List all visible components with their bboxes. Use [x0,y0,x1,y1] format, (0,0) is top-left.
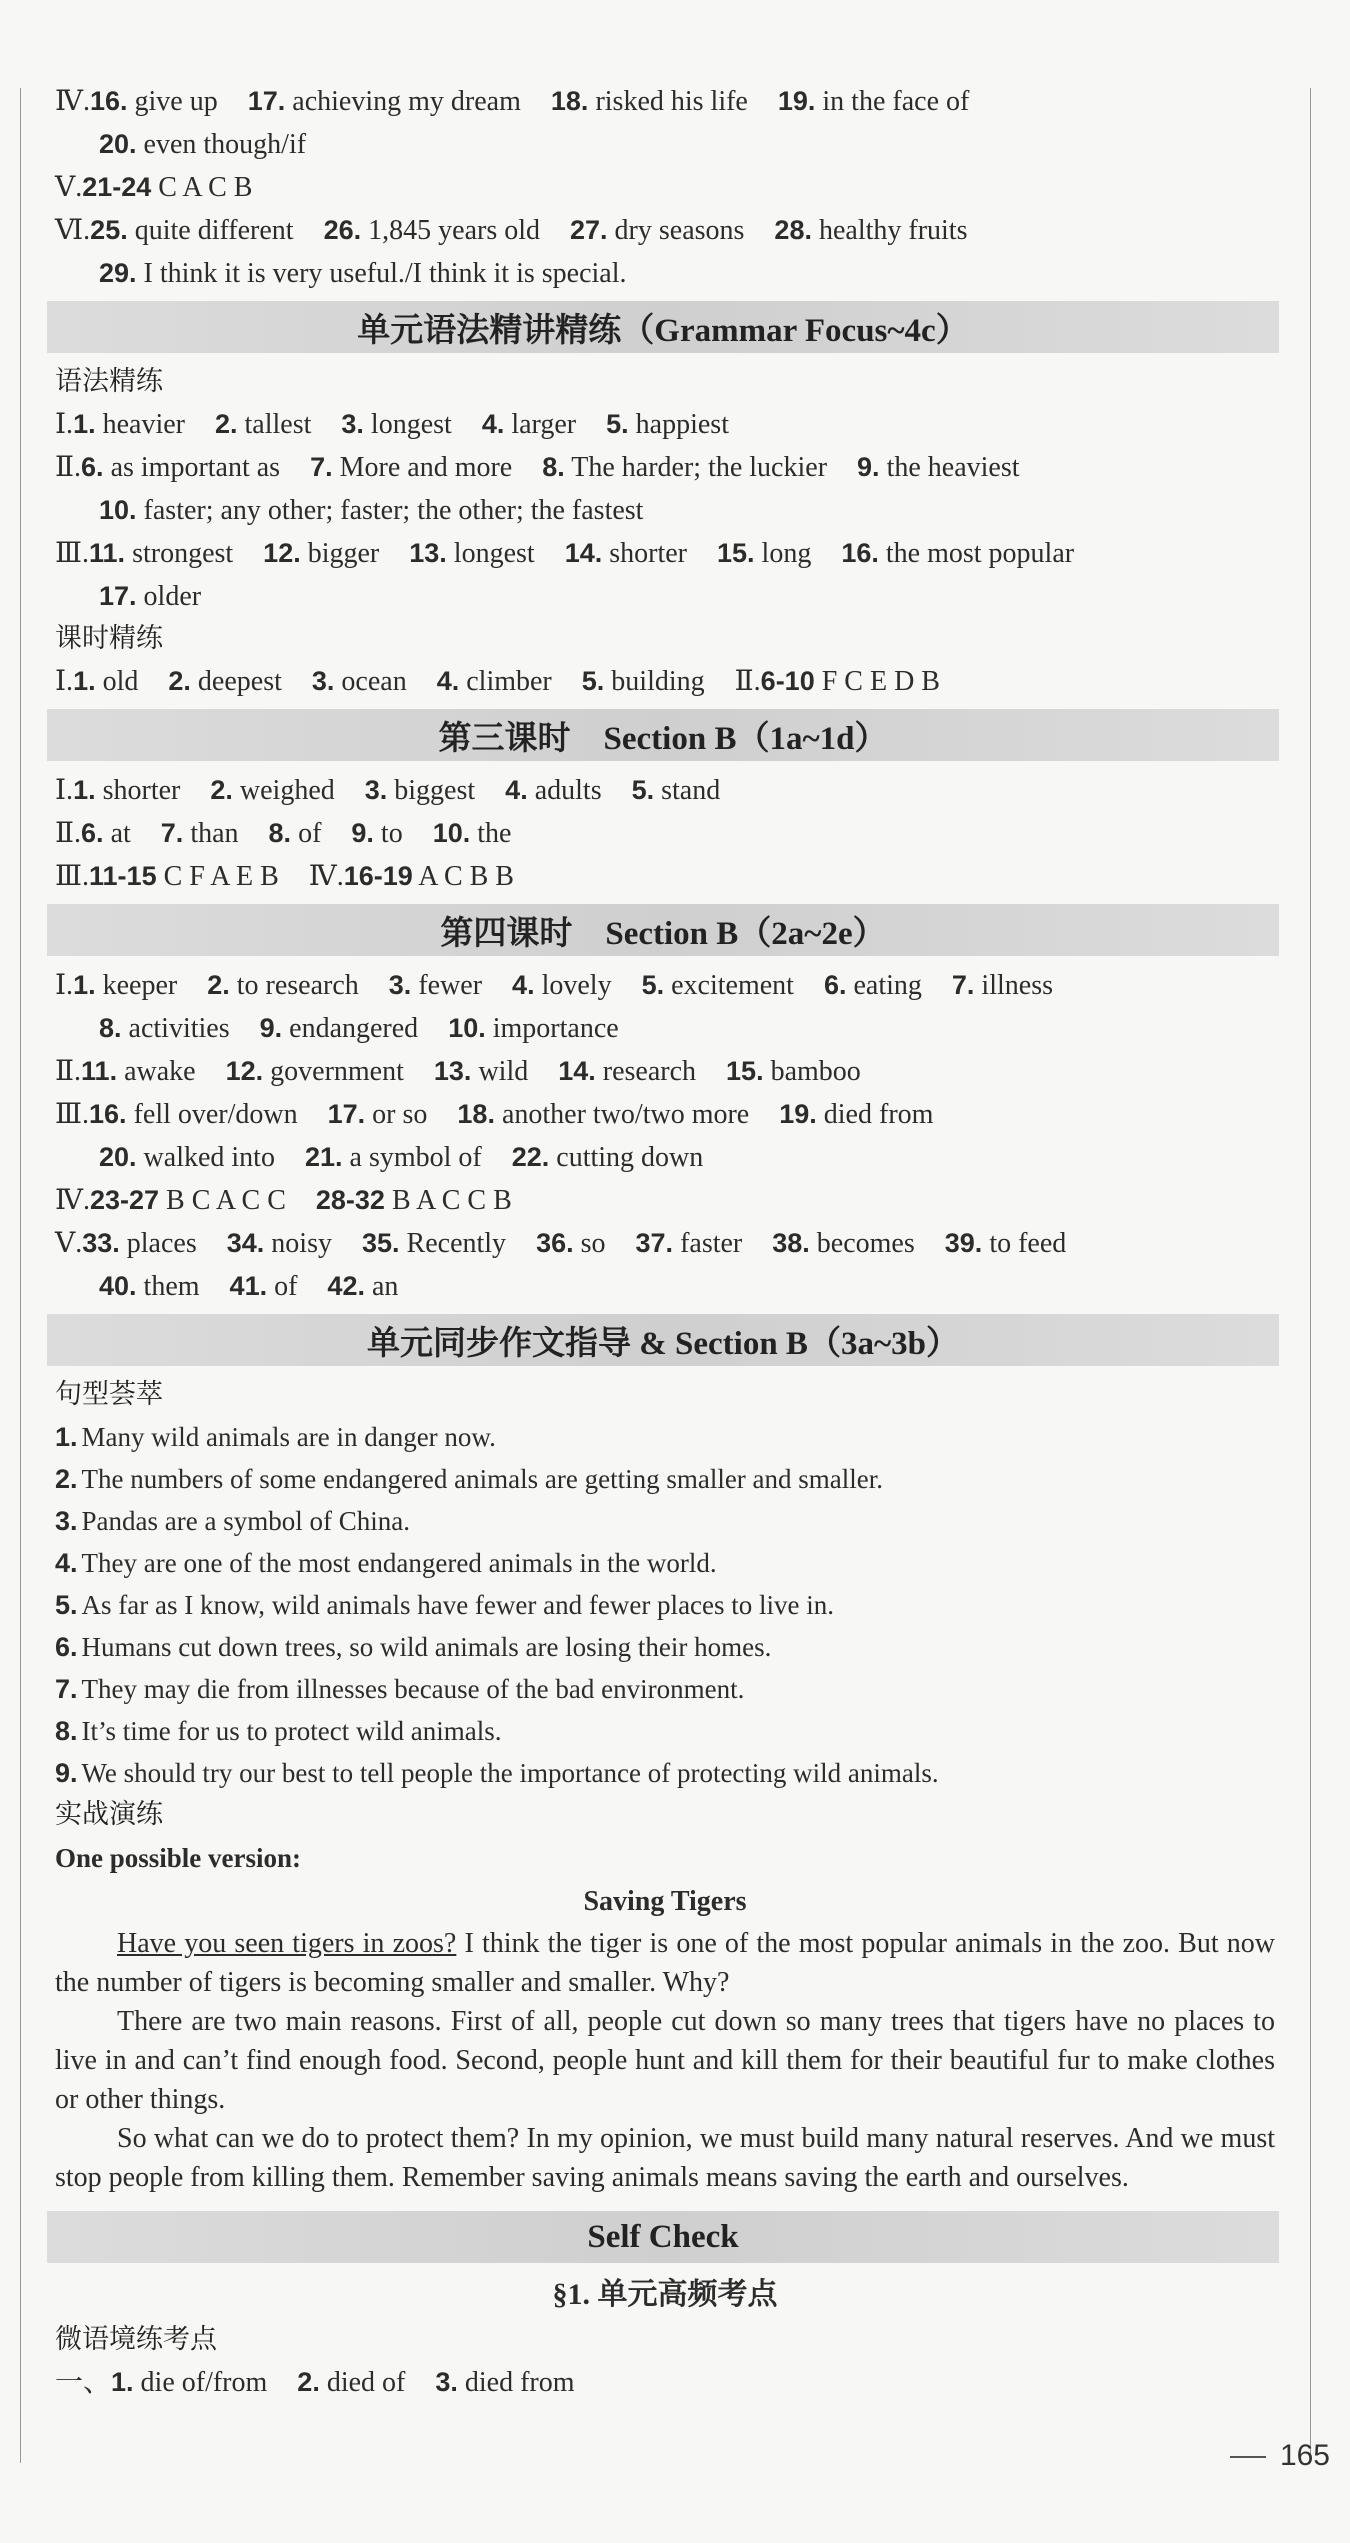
answer-text: activities [121,1013,230,1044]
answer-number: 1. [73,409,96,439]
sentence-number: 1. [55,1422,78,1452]
section-band-writing: 单元同步作文指导 & Section B（3a~3b） [47,1314,1279,1366]
essay-paragraph: There are two main reasons. First of all, people cut down so many trees that tigers have no places to live in and can’t find enough food. Second, people hunt and kill them for their beautiful fur to make clothes or other things. [55,2006,1275,2115]
sentence-item [55,1668,1275,1710]
answer-row: Ⅴ.21-24 C A C B [55,172,253,203]
section-band-lesson4: 第四课时 Section B（2a~2e） [47,904,1279,956]
answer-number: 27. [570,215,608,245]
answer-text: wild [471,1056,529,1087]
essay-title: Saving Tigers [583,1886,747,1917]
answer-number: 8. [99,1013,122,1043]
answer-text: in the face of [815,86,970,117]
subheading-grammar: 语法精练 [55,366,163,397]
answer-row: Ⅰ.1. old 2. deepest 3. ocean 4. climber 5. building Ⅱ.6-10 F C E D B [55,666,940,697]
answer-number: 17. [99,581,137,611]
sentence-number: 9. [55,1758,78,1788]
answer-row: Ⅰ.1. heavier 2. tallest 3. longest 4. larger 5. happiest [55,409,729,440]
answer-number: 29. [99,258,137,288]
sentence-item [55,1416,1275,1458]
answer-number: 2. [210,775,233,805]
answer-text: I think it is very useful./I think it is special. [136,258,627,289]
answer-number: 9. [857,452,880,482]
answer-number: 10. [99,495,137,525]
answer-number: 3. [388,970,412,1000]
answer-row: Ⅰ.1. keeper 2. to research 3. fewer 4. lovely 5. excitement 6. eating 7. illness [55,970,1053,1001]
answer-text: C A C B [151,172,253,203]
answer-text: older [136,581,202,612]
answer-text: bamboo [763,1056,861,1087]
answer-text: places [119,1228,197,1259]
answer-number: 19. [777,86,816,116]
answer-number: 38. [772,1228,810,1258]
answer-number: 23-27 [89,1185,160,1215]
answer-text: of [267,1271,298,1302]
sentence-text: Many wild animals are in danger now. [81,1422,496,1452]
answer-number: 7. [160,818,184,848]
answer-text: illness [974,970,1053,1001]
sentence-number: 2. [55,1464,78,1494]
answer-number: 33. [82,1228,120,1258]
answer-text: faster; any other; faster; the other; the fastest [136,495,644,526]
answer-row: Ⅲ.16. fell over/down 17. or so 18. another two/two more 19. died from [55,1099,934,1130]
answer-text: B C A C C [159,1185,286,1216]
answer-text: an [364,1271,399,1302]
answer-text: died from [457,2367,575,2398]
answer-text: C F A E B [156,861,279,892]
answer-text: old [95,666,139,697]
subheading-sentences: 句型荟萃 [55,1379,163,1410]
answer-text: excitement [664,970,794,1001]
answer-number: 6. [823,970,847,1000]
answer-text: weighed [232,775,335,806]
answer-number: 6. [81,452,104,482]
answer-number: 18. [550,86,589,116]
answer-text: endangered [282,1013,419,1044]
answer-number: 12. [225,1056,264,1086]
answer-number: 28. [774,215,812,245]
answer-number: 11. [89,538,126,568]
answer-row: Ⅱ.6. at 7. than 8. of 9. to 10. the [55,818,512,849]
answer-number: 28-32 [315,1185,385,1215]
answer-text: faster [673,1228,743,1259]
answer-text: or so [365,1099,428,1130]
answer-text: the most popular [878,538,1075,569]
answer-number: 5. [631,775,655,805]
answer-row: Ⅱ.6. as important as 7. More and more 8. The harder; the luckier 9. the heaviest [55,452,1020,483]
answer-number: 14. [564,538,603,568]
answer-number: 7. [951,970,975,1000]
answer-text: shorter [95,775,181,806]
left-margin-rule [20,88,21,2463]
sentence-item [55,1626,1275,1668]
answer-number: 16. [841,538,879,568]
sentence-number: 7. [55,1674,78,1704]
answer-text: happiest [628,409,729,440]
answer-text: as important as [103,452,281,483]
answer-number: 16. [89,86,128,116]
answer-text: awake [117,1056,196,1087]
answer-text: fewer [411,970,483,1001]
answer-row [55,1007,1275,1050]
answer-number: 3. [311,666,335,696]
answer-row [55,575,1275,618]
answer-text: bigger [300,538,380,569]
subheading-micro: 微语境练考点 [55,2324,217,2355]
answer-number: 1. [73,970,96,1000]
answer-row: Ⅴ.33. places 34. noisy 35. Recently 36. so 37. faster 38. becomes 39. to feed [55,1228,1067,1259]
answer-number: 25. [90,215,128,245]
answer-text: More and more [332,452,513,483]
answer-number: 6-10 [760,666,815,696]
sentence-text: We should try our best to tell people the importance of protecting wild animals. [81,1758,939,1788]
answer-number: 34. [226,1228,265,1258]
answer-text: at [103,818,131,849]
section-band-self-check: Self Check [47,2211,1279,2263]
answer-text: F C E D B [814,666,940,697]
answer-text: than [183,818,239,849]
answer-text: walked into [136,1142,275,1173]
sentence-number: 5. [55,1590,78,1620]
answer-number: 10. [432,818,471,848]
answer-text: dry seasons [607,215,745,246]
answer-text: the heaviest [879,452,1020,483]
answer-number: 2. [168,666,191,696]
answer-text: Recently [399,1228,507,1259]
answer-number: 10. [448,1013,486,1043]
answer-text: The harder; the luckier [564,452,828,483]
answer-number: 4. [505,775,528,805]
answer-number: 42. [327,1271,365,1301]
answer-number: 15. [726,1056,764,1086]
subsection-title: §1. 单元高频考点 [552,2278,778,2311]
sentence-item [55,1752,1275,1794]
answer-text: longest [446,538,535,569]
answer-text: even though/if [136,129,307,160]
sentence-list [55,1416,1275,1794]
answer-text: so [573,1228,606,1259]
answer-number: 5. [641,970,665,1000]
sentence-number: 8. [55,1716,78,1746]
sentence-text: As far as I know, wild animals have fewer and fewer places to live in. [81,1590,835,1620]
answer-number: 14. [558,1056,596,1086]
answer-number: 15. [717,538,755,568]
answer-text: tallest [237,409,312,440]
answer-number: 9. [259,1013,283,1043]
answer-text: to feed [982,1228,1067,1259]
answer-row: Ⅲ.11-15 C F A E B Ⅳ.16-19 A C B B [55,861,514,892]
sentence-text: Humans cut down trees, so wild animals are losing their homes. [81,1632,772,1662]
answer-row: Ⅲ.11. strongest 12. bigger 13. longest 14. shorter 15. long 16. the most popular [55,538,1075,569]
answer-text: building [604,666,705,697]
answer-text: B A C C B [384,1185,512,1216]
answer-text: stand [654,775,721,806]
answer-number: 26. [323,215,362,245]
answer-text: the [470,818,512,849]
answer-text: die of/from [133,2367,268,2398]
sentence-number: 6. [55,1632,78,1662]
subheading-lesson: 课时精练 [55,623,163,654]
sentence-text: They are one of the most endangered animals in the world. [81,1548,717,1578]
answer-number: 17. [327,1099,366,1129]
answer-row: Ⅵ.25. quite different 26. 1,845 years old 27. dry seasons 28. healthy fruits [55,215,968,246]
answer-text: died from [816,1099,934,1130]
answer-number: 4. [512,970,535,1000]
answer-row [55,252,1275,295]
answer-number: 20. [99,1142,137,1172]
answer-row [55,1136,1275,1179]
answer-number: 2. [207,970,230,1000]
section-band-lesson3: 第三课时 Section B（1a~1d） [47,709,1279,761]
answer-number: 40. [99,1271,137,1301]
answer-text: heavier [95,409,185,440]
sentence-text: It’s time for us to protect wild animals. [81,1716,502,1746]
answer-number: 41. [229,1271,268,1301]
sentence-item [55,1458,1275,1500]
answer-number: 5. [606,409,629,439]
subheading-practice: 实战演练 [55,1799,163,1830]
answer-number: 13. [433,1056,472,1086]
answer-number: 12. [263,538,301,568]
answer-number: 19. [779,1099,817,1129]
answer-number: 6. [81,818,104,848]
answer-number: 1. [73,775,96,805]
answer-text: biggest [387,775,476,806]
right-margin-rule [1310,88,1311,2463]
essay-paragraph: So what can we do to protect them? In my opinion, we must build many natural reserves. And we must stop people from killing them. Remember saving animals means saving the earth and ourselves. [55,2123,1275,2193]
answer-number: 7. [310,452,333,482]
answer-number: 13. [409,538,447,568]
answer-number: 17. [247,86,286,116]
section-band-grammar: 单元语法精讲精练（Grammar Focus~4c） [47,301,1279,353]
sentence-text: They may die from illnesses because of the bad environment. [81,1674,745,1704]
sentence-item [55,1500,1275,1542]
answer-text: climber [459,666,552,697]
answer-row: Ⅰ.1. shorter 2. weighed 3. biggest 4. adults 5. stand [55,775,721,806]
answer-number: 20. [99,129,137,159]
page-number-dash [1230,2456,1266,2458]
answer-text: lovely [534,970,612,1001]
answer-row [55,123,1275,166]
answer-text: long [754,538,812,569]
answer-number: 8. [268,818,292,848]
answer-number: 16. [89,1099,127,1129]
answer-row: Ⅱ.11. awake 12. government 13. wild 14. research 15. bamboo [55,1056,861,1087]
answer-text: importance [485,1013,619,1044]
answer-text: 1,845 years old [361,215,540,246]
answer-text: adults [527,775,602,806]
answer-text: research [595,1056,697,1087]
essay-underlined-sentence: Have you seen tigers in zoos? [117,1928,457,1959]
answer-number: 1. [111,2367,134,2397]
answer-text: healthy fruits [811,215,968,246]
answer-number: 36. [536,1228,574,1258]
answer-text: achieving my dream [285,86,521,117]
answer-number: 37. [635,1228,674,1258]
answer-number: 4. [481,409,505,439]
sentence-item [55,1542,1275,1584]
answer-text: of [291,818,322,849]
answer-number: 8. [542,452,565,482]
answer-text: cutting down [549,1142,704,1173]
answer-number: 18. [457,1099,495,1129]
answer-text: government [263,1056,404,1087]
answer-page [55,80,1275,2404]
answer-number: 3. [364,775,388,805]
essay-paragraph [55,1924,1275,2002]
answer-row [55,489,1275,532]
answer-number: 21-24 [82,172,152,202]
answer-number: 11. [81,1056,118,1086]
version-label: One possible version: [55,1843,302,1873]
answer-text: shorter [602,538,687,569]
answer-text: noisy [264,1228,332,1259]
answer-number: 11-15 [89,861,157,891]
answer-number: 5. [581,666,605,696]
answer-row: Ⅳ.23-27 B C A C C 28-32 B A C C B [55,1185,512,1216]
answer-row: 一、1. die of/from 2. died of 3. died from [55,2367,575,2398]
answer-row [55,1265,1275,1308]
answer-text: fell over/down [126,1099,298,1130]
answer-number: 3. [341,409,364,439]
answer-number: 2. [297,2367,320,2397]
answer-text: risked his life [588,86,748,117]
answer-text: them [136,1271,200,1302]
answer-number: 3. [435,2367,458,2397]
answer-text: strongest [125,538,234,569]
answer-number: 1. [73,666,96,696]
answer-number: 21. [304,1142,343,1172]
answer-text: give up [127,86,218,117]
answer-number: 2. [214,409,238,439]
essay-text: I think the tiger is one of the most popular animals in the zoo. But now the number of tigers is becoming smaller and smaller. Why? [55,1928,1275,1998]
answer-number: 16-19 [343,861,413,891]
answer-number: 39. [944,1228,983,1258]
answer-text: eating [846,970,922,1001]
answer-text: to research [229,970,359,1001]
answer-text: longest [363,409,452,440]
answer-text: becomes [809,1228,915,1259]
answer-text: larger [504,409,577,440]
answer-row: Ⅳ.16. give up 17. achieving my dream 18. risked his life 19. in the face of [55,86,970,117]
answer-text: keeper [95,970,178,1001]
sentence-text: Pandas are a symbol of China. [81,1506,410,1536]
sentence-item [55,1710,1275,1752]
answer-text: a symbol of [342,1142,482,1173]
answer-number: 4. [436,666,460,696]
answer-text: another two/two more [494,1099,750,1130]
page-number: 165 [1230,2439,1330,2473]
sentence-number: 3. [55,1506,78,1536]
answer-text: died of [319,2367,406,2398]
sentence-number: 4. [55,1548,78,1578]
sentence-text: The numbers of some endangered animals are getting smaller and smaller. [81,1464,884,1494]
answer-text: ocean [334,666,407,697]
answer-number: 22. [511,1142,550,1172]
answer-text: A C B B [412,861,514,892]
answer-number: 35. [361,1228,400,1258]
answer-number: 9. [351,818,374,848]
sentence-item [55,1584,1275,1626]
answer-text: deepest [190,666,282,697]
answer-text: to [373,818,403,849]
answer-text: quite different [127,215,294,246]
